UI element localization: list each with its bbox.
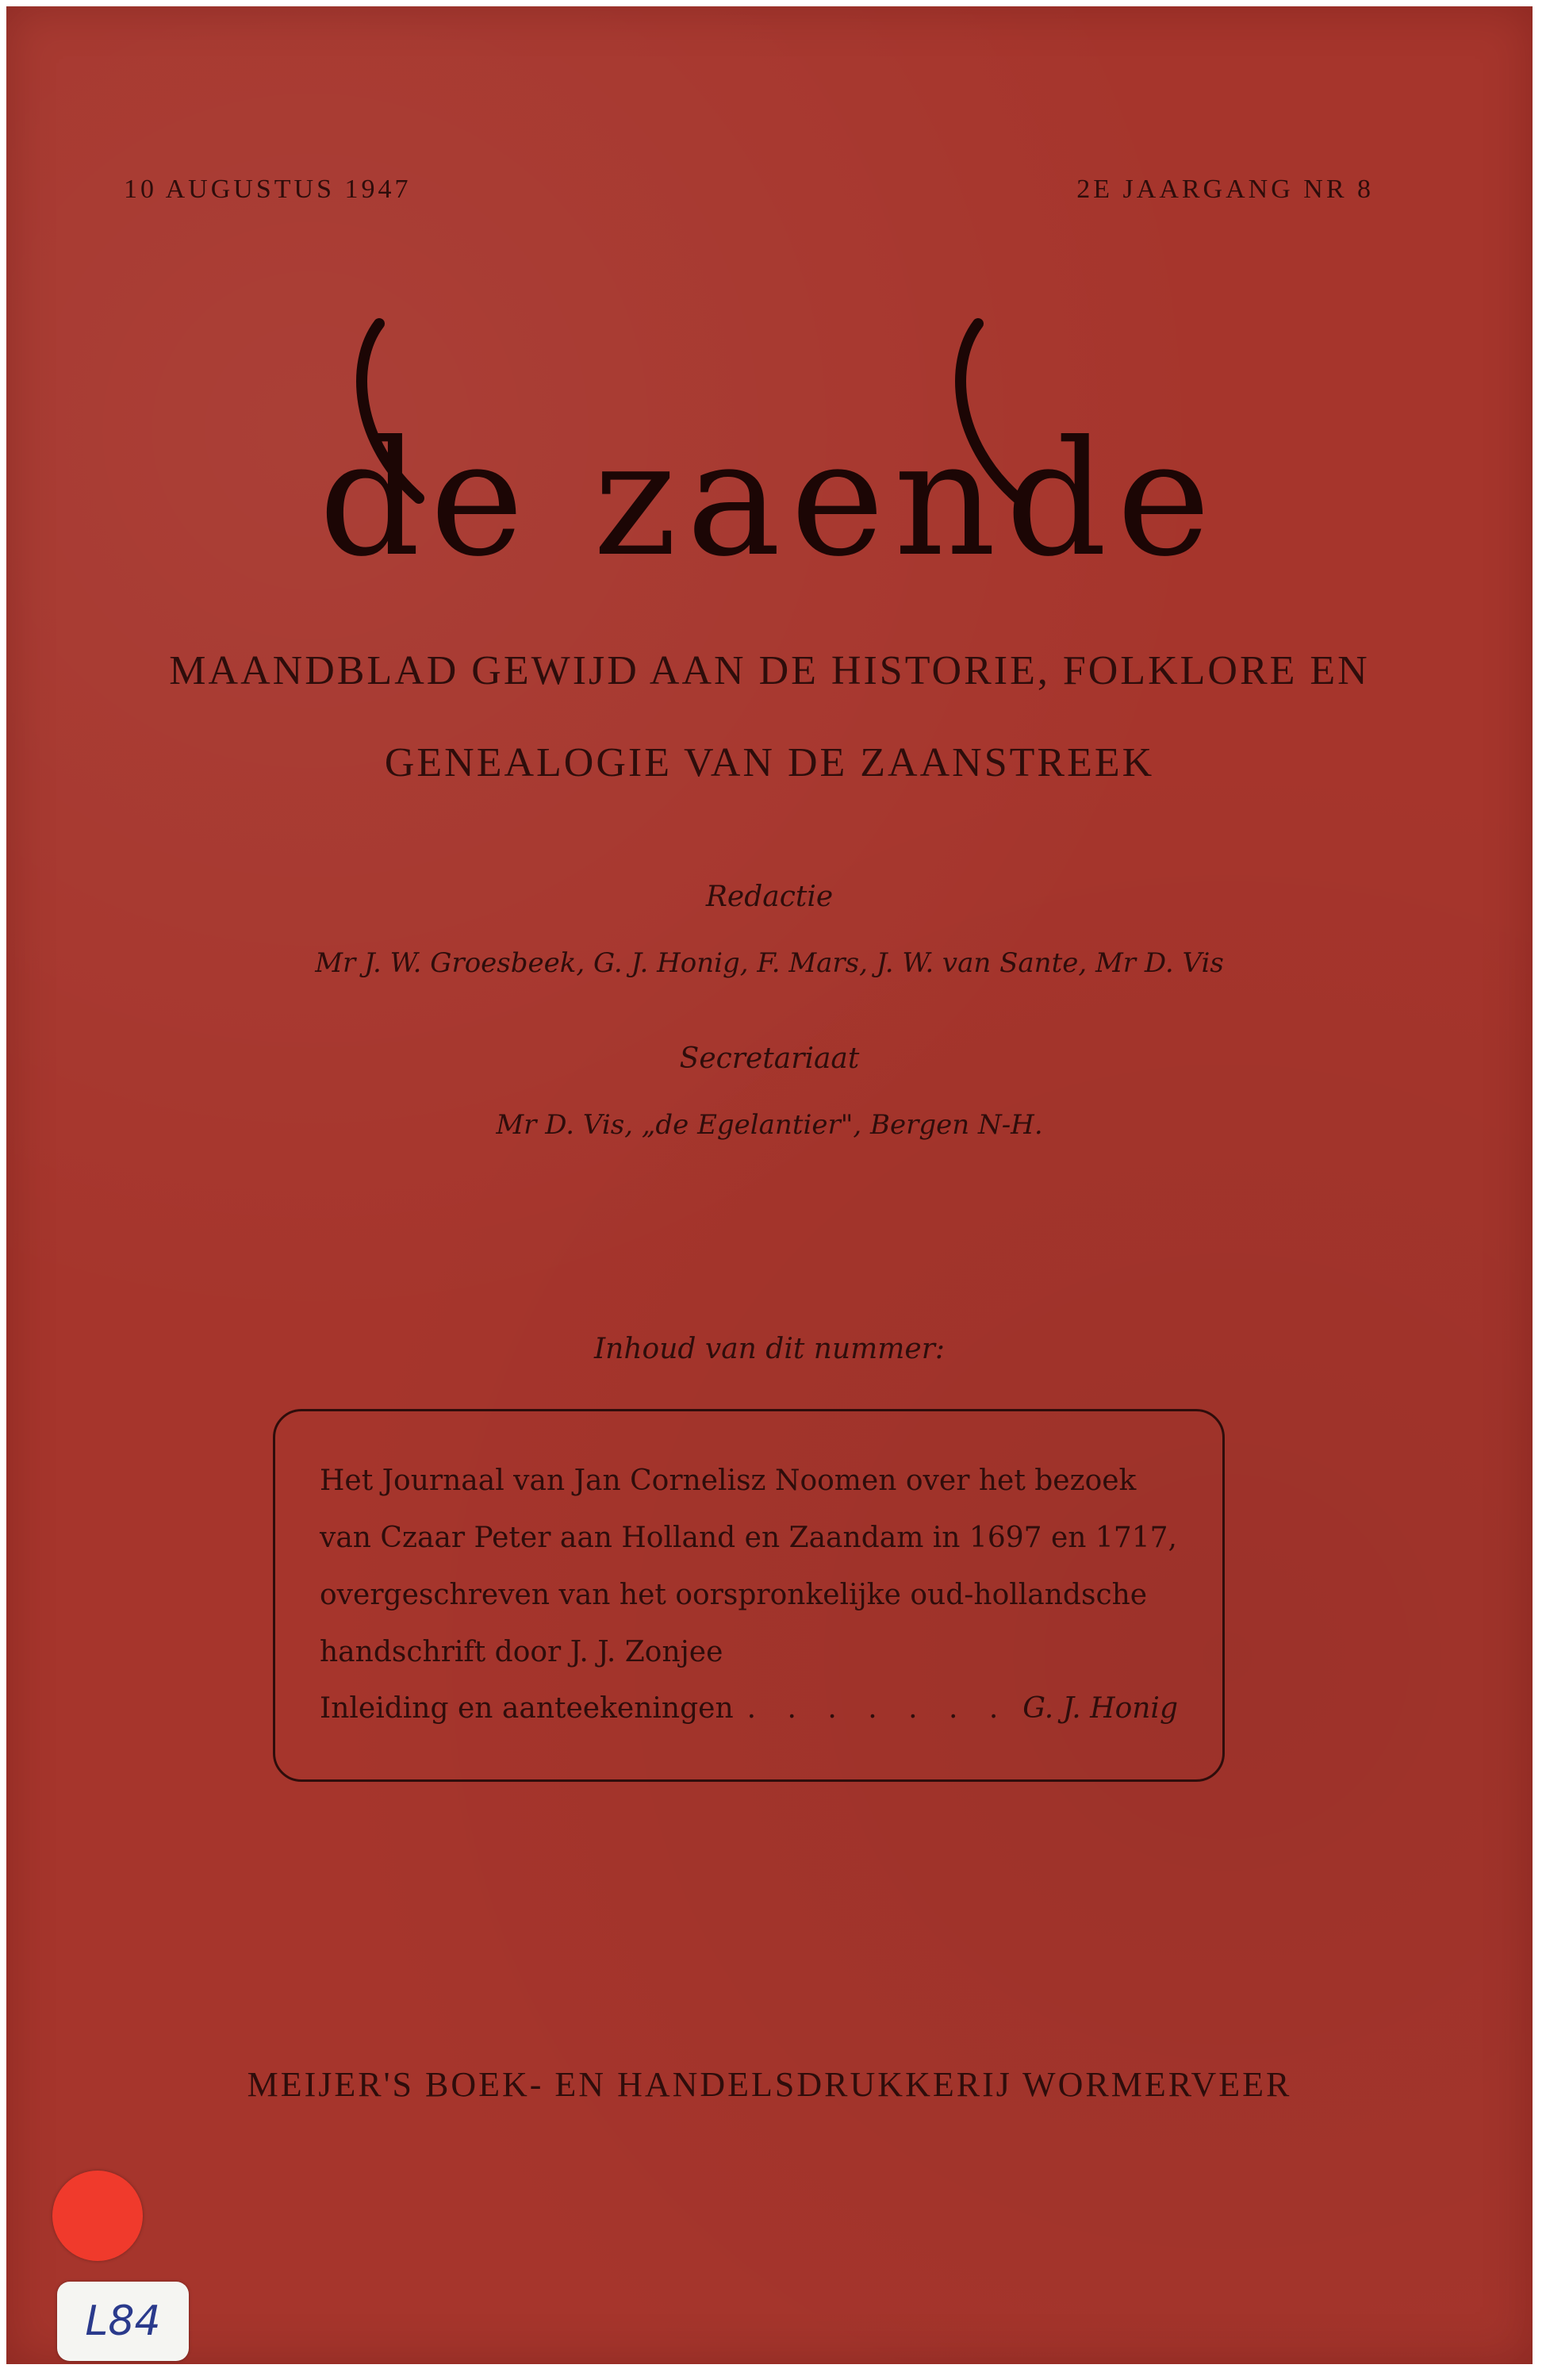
masthead-title-text: de zaende [318, 407, 1221, 578]
publisher-line: MEIJER'S BOEK- EN HANDELSDRUKKERIJ WORMERVEER [247, 2065, 1292, 2104]
secretariaat-address: Mr D. Vis, „de Egelantier", Bergen N-H. [496, 1109, 1043, 1141]
redactie-heading: Redactie [705, 881, 834, 913]
article-title-line-2: van Czaar Peter aan Holland en Zaandam in 1697 en 1717, [320, 1522, 1177, 1554]
intro-author: G. J. Honig [1022, 1692, 1178, 1725]
subtitle-line-1: MAANDBLAD GEWIJD AAN DE HISTORIE, FOLKLORE EN [169, 648, 1370, 693]
masthead-title [6, 292, 1533, 578]
article-title-line-4: handschrift door J. J. Zonjee [320, 1636, 723, 1668]
contents-heading: Inhoud van dit nummer: [593, 1333, 946, 1365]
red-sticker-dot [52, 2171, 143, 2261]
article-title-line-1: Het Journaal van Jan Cornelisz Noomen over het bezoek [320, 1464, 1137, 1497]
redactie-names: Mr J. W. Groesbeek, G. J. Honig, F. Mars, J. W. van Sante, Mr D. Vis [315, 947, 1224, 979]
volume-number: 2E JAARGANG NR 8 [1076, 175, 1374, 204]
secretariaat-heading: Secretariaat [679, 1042, 860, 1075]
issue-date: 10 AUGUSTUS 1947 [124, 175, 412, 204]
intro-label: Inleiding en aanteekeningen [320, 1692, 734, 1725]
subtitle-line-2: GENEALOGIE VAN DE ZAANSTREEK [384, 740, 1155, 785]
intro-dot-leader: . . . . . . . [746, 1692, 1010, 1725]
masthead-svg [6, 292, 1533, 578]
magazine-cover [6, 6, 1533, 2364]
article-intro-line [320, 1692, 1178, 1725]
library-label [57, 2282, 189, 2361]
contents-box [273, 1409, 1225, 1782]
article-title-line-3: overgeschreven van het oorspronkelijke oud-hollandsche [320, 1579, 1148, 1611]
library-label-text: L84 [85, 2297, 161, 2345]
